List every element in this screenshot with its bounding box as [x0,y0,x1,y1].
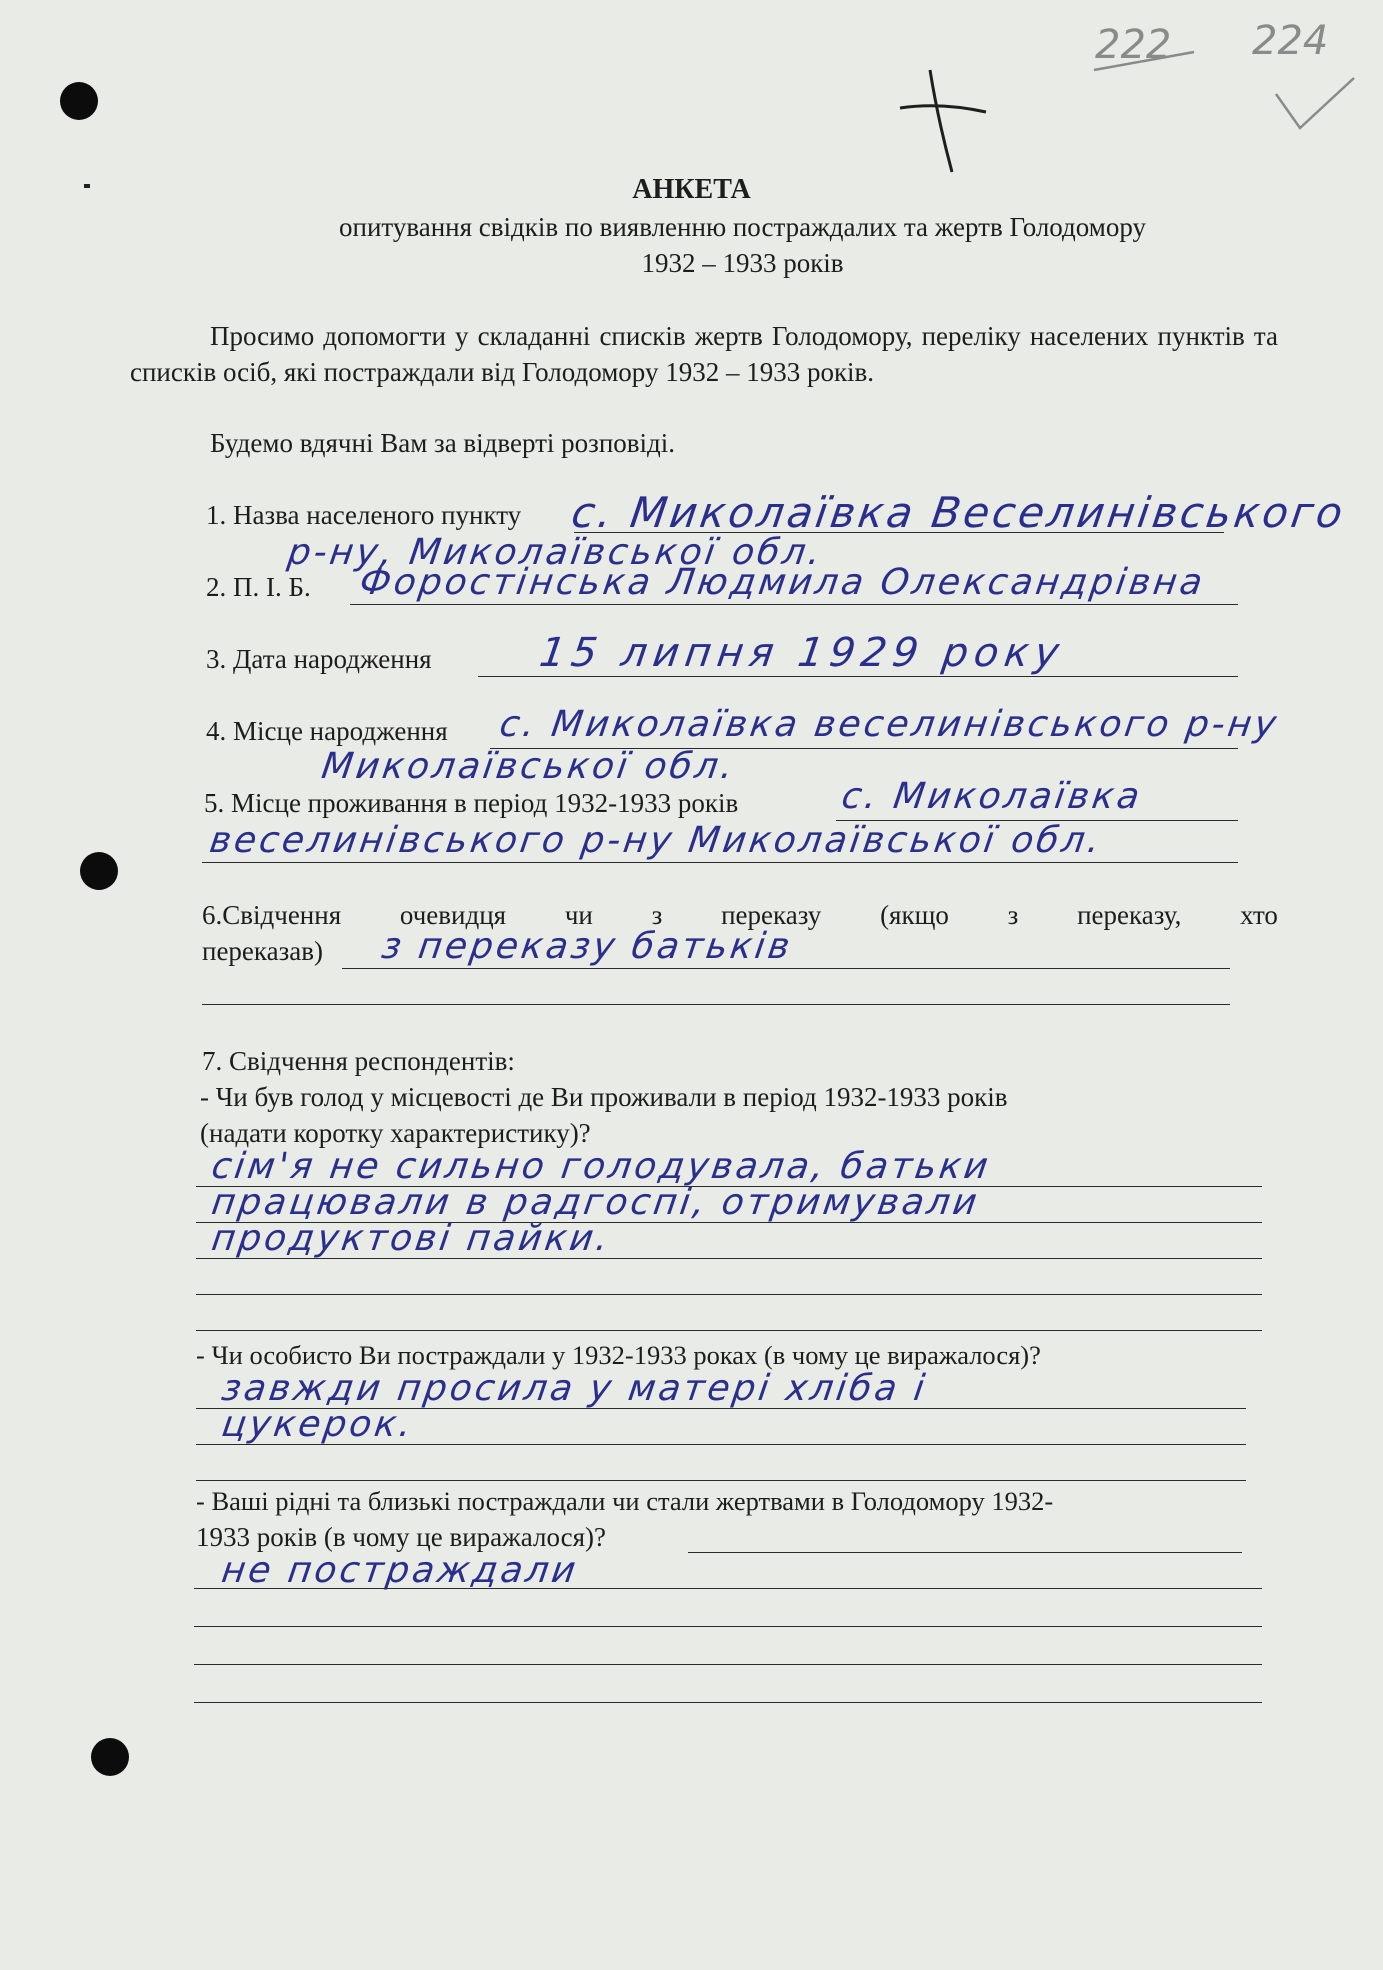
q7a-rule-4 [196,1294,1262,1295]
pencil-cross-mark [890,60,1000,180]
q7c-rule-4 [194,1664,1262,1665]
testimony-heading: 7. Свідчення респондентів: [202,1046,515,1076]
q7a-answer-line3: продуктові пайки. [209,1218,614,1259]
q6-word: очевидця [399,900,507,930]
q2-label: 2. П. І. Б. [206,572,311,602]
q6-word: чи [564,900,593,930]
page-title: АНКЕТА [632,174,751,205]
q7b-question: - Чи особисто Ви постраждали у 1932-1933 роках (в чому це виражалося)? [196,1340,1041,1370]
q6-word: з [651,900,663,930]
q7a-answer-line1: сім'я не сильно голодувала, батьки [209,1146,994,1187]
q6-answer-rule-1 [342,968,1230,969]
q6-word: переказу, [1077,900,1182,930]
q4-answer-line2: Миколаївської обл. [319,746,739,787]
q4-answer-line1: с. Миколаївка веселинівського р-ну [497,704,1282,745]
q6-word: (якщо [880,900,949,930]
q5-answer-line2: веселинівського р-ну Миколаївської обл. [207,820,1106,861]
q2-answer-rule [350,604,1238,605]
q7a-rule-5 [196,1330,1262,1331]
punch-hole-top [60,82,98,120]
q5-answer-rule-2 [202,862,1238,863]
q7c-answer: не постраждали [219,1550,582,1591]
q6-word: переказу [721,900,822,930]
q7b-answer-line2: цукерок. [219,1404,417,1445]
q7b-rule-3 [196,1480,1246,1481]
punch-hole-middle [80,852,118,890]
q3-answer: 15 липня 1929 року [536,630,1068,676]
q3-answer-rule [478,676,1238,677]
q4-label: 4. Місце народження [206,716,448,746]
q1-label: 1. Назва населеного пункту [206,500,522,530]
q7c-rule-2 [194,1588,1262,1589]
q6-answer: з переказу батьків [379,926,796,967]
archive-number: 224 [1252,18,1329,64]
q6-answer-rule-2 [202,1004,1230,1005]
q6-word: хто [1240,900,1278,930]
q1-answer-line1: с. Миколаївка Веселинівського [568,488,1349,537]
q7a-rule-3 [196,1258,1262,1259]
subtitle-line2: 1932 – 1933 років [641,248,844,278]
archive-number-crossed: 222 [1095,22,1172,68]
strike-line [1090,40,1200,80]
q6-word: з [1007,900,1019,930]
q7b-answer-line1: завжди просила у матері хліба і [219,1368,930,1409]
subtitle-line1: опитування свідків по виявленню постраждалих та жертв Голодомору [339,212,1146,242]
q1-answer-line2: р-ну, Миколаївської обл. [285,532,826,573]
q6-label-line2: переказав) [202,936,323,966]
q7c-rule-1 [688,1552,1242,1553]
q5-label: 5. Місце проживання в період 1932-1933 років [204,788,739,818]
pencil-check-mark [1270,70,1360,140]
punch-hole-bottom [91,1738,129,1776]
q7b-rule-2 [196,1444,1246,1445]
q7c-rule-5 [194,1702,1262,1703]
intro-paragraph: Просимо допомогти у складанні списків жертв Голодомору, переліку населених пунктів та списків осіб, які постраждали від Голодомору 1932 – 1933 років. [130,321,1278,387]
q7a-answer-line2: працювали в радгоспі, отримували [209,1182,983,1223]
intro-thanks: Будемо вдячні Вам за відверті розповіді. [210,428,676,458]
q7c-line2: 1933 років (в чому це виражалося)? [196,1522,607,1552]
q7a-line2: (надати коротку характеристику)? [200,1118,591,1148]
q3-label: 3. Дата народження [206,644,432,674]
q7c-line1: - Ваші рідні та близькі постраждали чи стали жертвами в Голодомору 1932- [196,1486,1054,1516]
q7a-line1: - Чи був голод у місцевості де Ви проживали в період 1932-1933 років [200,1082,1008,1112]
q2-answer: Форостінська Людмила Олександрівна [357,562,1208,603]
q7c-rule-3 [194,1626,1262,1627]
q5-answer-line1: с. Миколаївка [839,776,1145,817]
q6-word: 6.Свідчення [202,900,342,930]
